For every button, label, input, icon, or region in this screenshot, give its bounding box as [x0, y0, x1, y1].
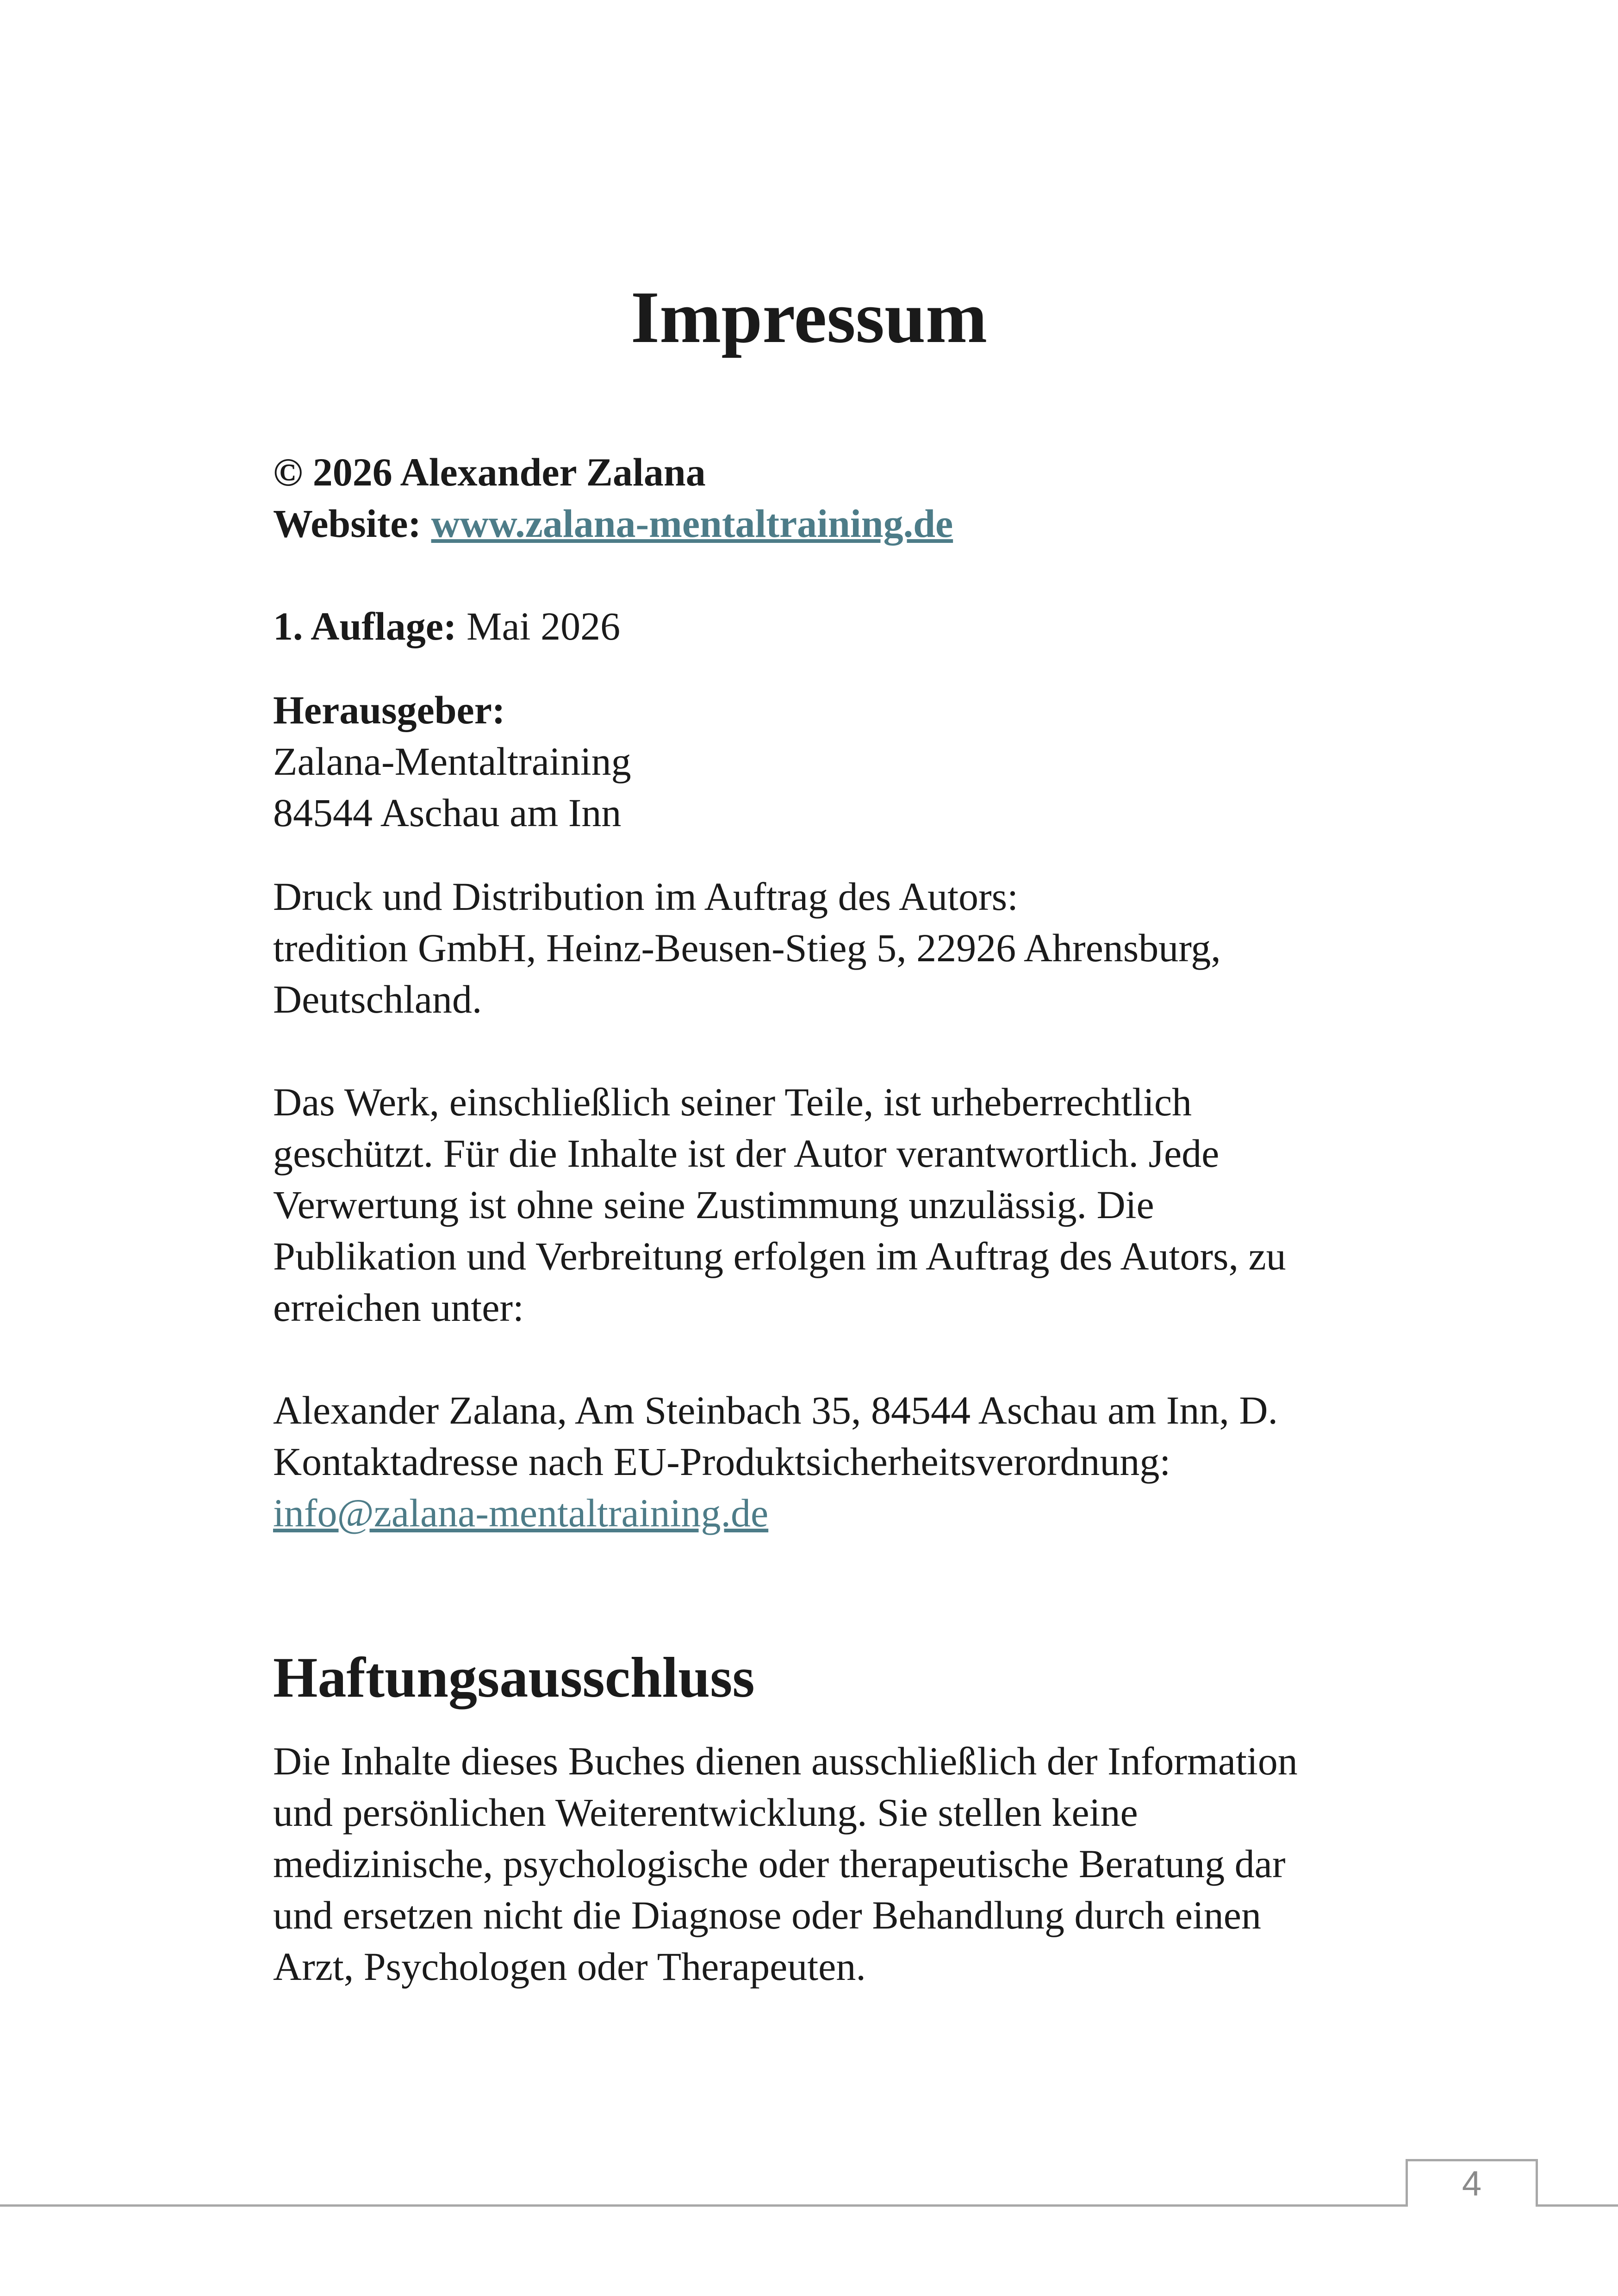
page-title: Impressum [630, 276, 988, 358]
copyright-notice-line: Verwertung ist ohne seine Zustimmung unzulässig. Die [273, 1182, 1154, 1227]
copyright-notice-line: Das Werk, einschließlich seiner Teile, ist urheberrechtlich [273, 1080, 1192, 1124]
email-link[interactable]: info@zalana-mentaltraining.de [273, 1491, 769, 1535]
edition-line [273, 601, 1384, 652]
publisher-name: Zalana-Mentaltraining [273, 739, 631, 784]
print-line-3: Deutschland. [273, 977, 482, 1021]
website-line [273, 498, 1384, 549]
impressum-content [273, 447, 1384, 1992]
disclaimer-line: medizinische, psychologische oder therapeutische Beratung dar [273, 1842, 1286, 1886]
publisher-label: Herausgeber: [273, 688, 505, 732]
publisher-city: 84544 Aschau am Inn [273, 790, 622, 835]
disclaimer-line: und persönlichen Weiterentwicklung. Sie stellen keine [273, 1790, 1138, 1835]
disclaimer-line: Arzt, Psychologen oder Therapeuten. [273, 1944, 866, 1989]
website-label: Website: [273, 501, 422, 546]
copyright-notice-line: geschützt. Für die Inhalte ist der Autor verantwortlich. Jede [273, 1131, 1220, 1176]
copyright-line: © 2026 Alexander Zalana [273, 450, 706, 494]
website-link[interactable]: www.zalana-mentaltraining.de [431, 501, 953, 546]
print-line-2: tredition GmbH, Heinz-Beusen-Stieg 5, 22926 Ahrensburg, [273, 926, 1221, 970]
edition-value: Mai 2026 [467, 604, 621, 648]
contact-address: Alexander Zalana, Am Steinbach 35, 84544 Aschau am Inn, D. [273, 1388, 1278, 1432]
copyright-notice-line: Publikation und Verbreitung erfolgen im Auftrag des Autors, zu [273, 1234, 1286, 1278]
contact-email-line [273, 1487, 1384, 1539]
section-title-disclaimer: Haftungsausschluss [273, 1646, 755, 1709]
disclaimer-line: und ersetzen nicht die Diagnose oder Behandlung durch einen [273, 1893, 1261, 1937]
edition-label: 1. Auflage: [273, 604, 457, 648]
footer-divider [0, 2204, 1618, 2207]
contact-eu-label: Kontaktadresse nach EU-Produktsicherheitsverordnung: [273, 1439, 1171, 1484]
page-number: 4 [1462, 2164, 1482, 2203]
disclaimer-line: Die Inhalte dieses Buches dienen ausschließlich der Information [273, 1739, 1298, 1783]
page-number-box [1406, 2159, 1538, 2207]
copyright-notice-line: erreichen unter: [273, 1285, 524, 1330]
print-line-1: Druck und Distribution im Auftrag des Autors: [273, 874, 1018, 919]
